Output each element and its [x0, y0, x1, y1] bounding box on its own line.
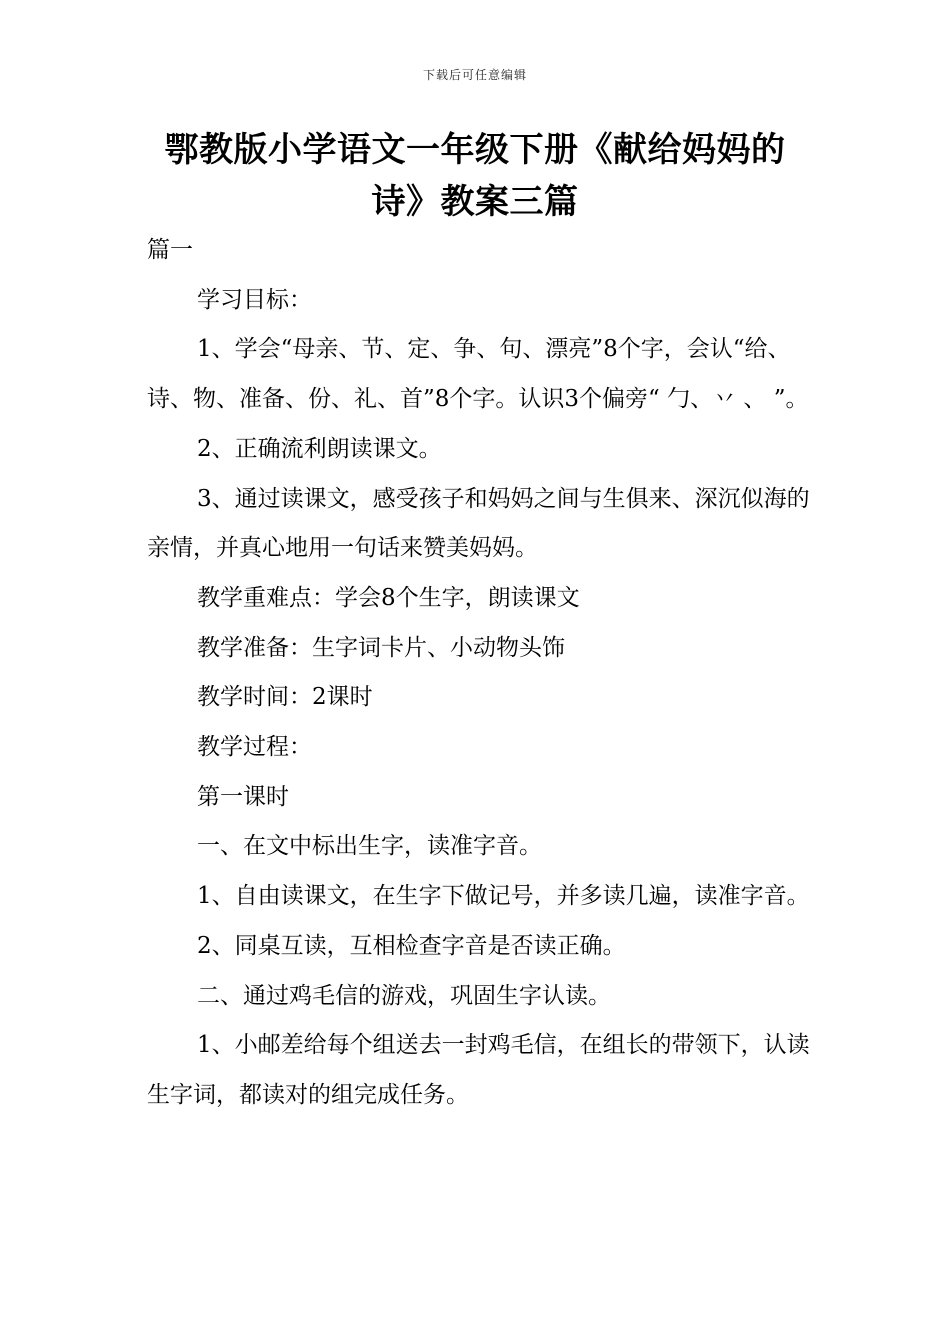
title-line-2: 诗》教案三篇 — [371, 182, 579, 222]
document-body — [147, 226, 815, 1121]
paragraph: 3、通过读课文，感受孩子和妈妈之间与生俱来、深沉似海的亲情，并真心地用一句话来赞美妈妈。 — [147, 485, 810, 562]
paragraph: 1、自由读课文，在生字下做记号，并多读几遍，读准字音。 — [197, 883, 810, 910]
paragraph: 学习目标： — [197, 286, 312, 313]
paragraph: 一、在文中标出生字，读准字音。 — [197, 833, 542, 860]
title-line-1: 鄂教版小学语文一年级下册《献给妈妈的 — [164, 130, 786, 170]
paragraph: 教学准备：生字词卡片、小动物头饰 — [197, 634, 565, 661]
paragraph: 1、小邮差给每个组送去一封鸡毛信，在组长的带领下，认读生字词，都读对的组完成任务。 — [147, 1032, 810, 1108]
paragraph: 2、同桌互读，互相检查字音是否读正确。 — [197, 932, 626, 959]
document-title — [130, 124, 820, 228]
paragraph: 二、通过鸡毛信的游戏，巩固生字认读。 — [197, 982, 611, 1009]
paragraph: 教学过程： — [197, 734, 312, 761]
paragraph: 2、正确流利朗读课文。 — [197, 435, 442, 462]
page-header-note: 下载后可任意编辑 — [422, 68, 527, 82]
paragraph: 第一课时 — [197, 783, 289, 810]
section-heading: 篇一 — [147, 237, 193, 263]
paragraph: 1、学会“母亲、节、定、争、句、漂亮”8个字，会认“给、诗、物、准备、份、礼、首”8个字。认识3个偏旁“ 勹、丷 、 ”。 — [147, 336, 809, 413]
paragraph: 教学时间：2课时 — [197, 684, 373, 711]
paragraph: 教学重难点：学会8个生字，朗读课文 — [197, 584, 580, 611]
